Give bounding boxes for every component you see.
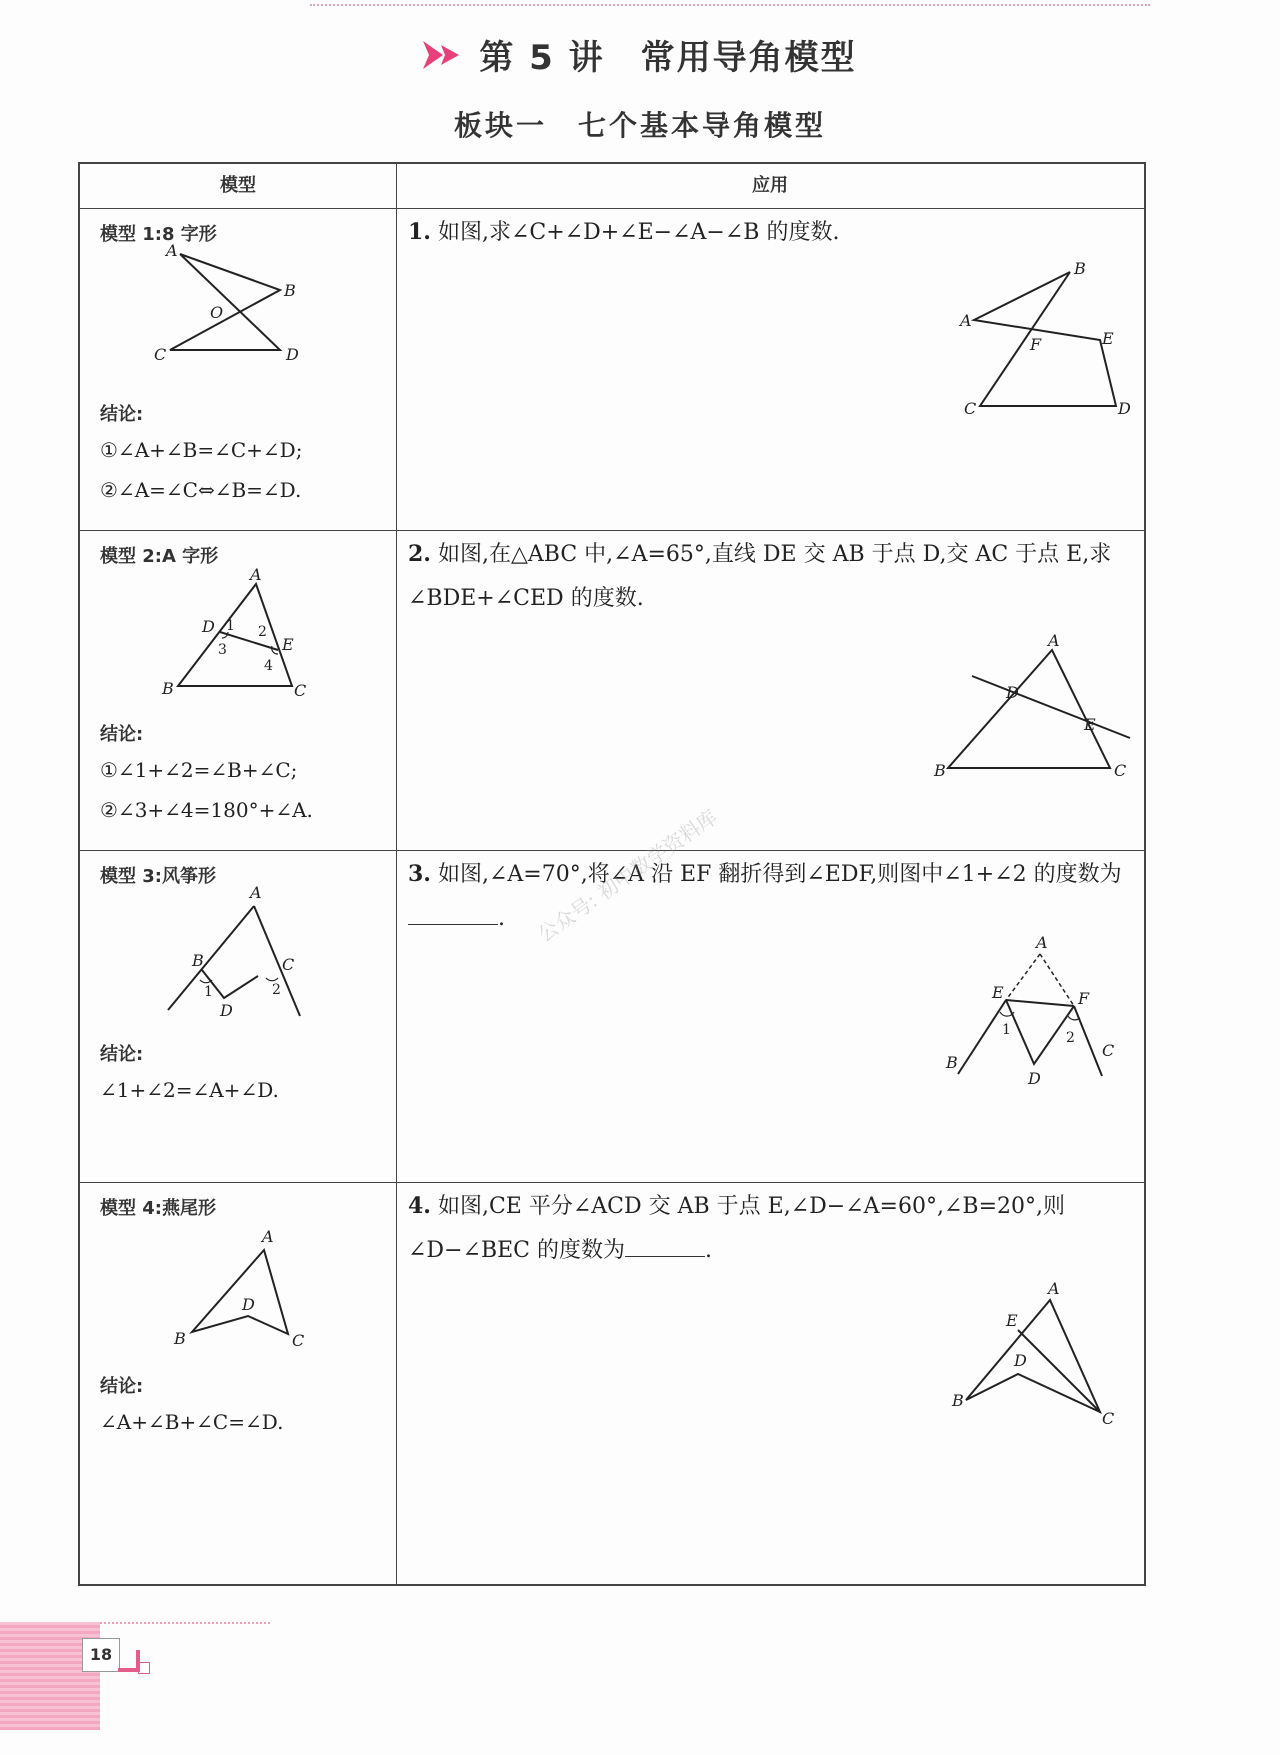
- model-2-figure: [160, 565, 320, 700]
- model-3-label-b: B: [192, 951, 204, 970]
- model-1-label-o: O: [210, 303, 224, 322]
- problem-1-label-d: D: [1118, 399, 1131, 418]
- problem-3-label-1: 1: [1002, 1022, 1011, 1038]
- problem-3-figure: [946, 933, 1130, 1094]
- model-4-label-a: A: [262, 1227, 274, 1246]
- problem-1-label-f: F: [1030, 335, 1042, 354]
- section-title: 板块一 七个基本导角模型: [453, 109, 826, 142]
- problem-2-label-b: B: [934, 761, 946, 780]
- model-3-label-d: D: [220, 1001, 233, 1020]
- model-4-label-c: C: [292, 1331, 305, 1350]
- problem-4-label-a: A: [1048, 1279, 1060, 1298]
- problem-3-label-f: F: [1078, 989, 1090, 1008]
- model-3-label-1: 1: [204, 984, 213, 1000]
- model-4-label-b: B: [174, 1329, 186, 1348]
- model-1-conclusion-label: 结论:: [100, 404, 144, 425]
- problem-2: [408, 532, 1128, 621]
- problem-1-label-c: C: [964, 399, 977, 418]
- model-2-conclusion-2: ②∠3+∠4=180°+∠A.: [100, 798, 313, 822]
- model-3-conclusion-label: 结论:: [100, 1044, 144, 1065]
- model-3-figure: [160, 883, 340, 1024]
- model-4-figure: [160, 1224, 340, 1350]
- model-1-label-c: C: [154, 345, 167, 364]
- problem-4-answer-blank: [625, 1232, 705, 1257]
- model-2-label-d: D: [202, 617, 215, 636]
- model-2-label-4: 4: [264, 658, 273, 674]
- model-1-conclusion-2: ②∠A=∠C⇔∠B=∠D.: [100, 478, 302, 502]
- footer-dotted-rule: [100, 1622, 270, 1624]
- model-3-label-2: 2: [272, 982, 281, 998]
- problem-1-label-a: A: [960, 311, 972, 330]
- problem-1-text: 如图,求∠C+∠D+∠E−∠A−∠B 的度数.: [437, 220, 840, 245]
- model-2-label-3: 3: [218, 642, 227, 658]
- column-header-application: 应用: [752, 175, 788, 196]
- model-1-conclusion-1: ①∠A+∠B=∠C+∠D;: [100, 438, 303, 462]
- problem-3: [408, 852, 1128, 941]
- problem-2-label-a: A: [1048, 631, 1060, 650]
- problem-4-figure: [950, 1279, 1130, 1434]
- problem-1: [408, 210, 1128, 255]
- problem-3-label-e: E: [992, 983, 1004, 1002]
- problem-4-label-b: B: [952, 1391, 964, 1410]
- problem-2-number: 2.: [408, 541, 431, 567]
- model-2-label-a: A: [250, 565, 262, 584]
- page-header: [0, 30, 1280, 86]
- problem-4-number: 4.: [408, 1193, 431, 1219]
- problem-1-figure: [960, 259, 1131, 424]
- model-3-conclusion-1: ∠1+∠2=∠A+∠D.: [100, 1078, 279, 1102]
- model-4-name: 模型 4:燕尾形: [100, 1198, 216, 1219]
- problem-2-label-c: C: [1114, 761, 1127, 780]
- problem-4-label-d: D: [1014, 1351, 1027, 1370]
- problem-4-text: 如图,CE 平分∠ACD 交 AB 于点 E,∠D−∠A=60°,∠B=20°,则∠D−∠BEC 的度数为: [408, 1194, 1065, 1263]
- lecture-title: 第 5 讲 常用导角模型: [479, 38, 857, 78]
- problem-2-text: 如图,在△ABC 中,∠A=65°,直线 DE 交 AB 于点 D,交 AC 于点 E,求∠BDE+∠CED 的度数.: [408, 542, 1112, 611]
- problem-2-label-e: E: [1084, 715, 1096, 734]
- problem-3-label-d: D: [1028, 1069, 1041, 1088]
- problem-3-text: 如图,∠A=70°,将∠A 沿 EF 翻折得到∠EDF,则图中∠1+∠2 的度数为: [437, 862, 1122, 887]
- top-dotted-rule: [310, 4, 1150, 6]
- double-arrow-icon: [423, 39, 465, 71]
- problem-3-label-a: A: [1036, 933, 1048, 952]
- model-1-label-a: A: [166, 241, 178, 260]
- model-4-conclusion-1: ∠A+∠B+∠C=∠D.: [100, 1410, 284, 1434]
- problem-1-label-e: E: [1102, 329, 1114, 348]
- model-2-label-1: 1: [226, 618, 235, 634]
- problem-4-text-end: .: [705, 1238, 712, 1263]
- model-2-name: 模型 2:A 字形: [100, 546, 219, 567]
- watermark: 公众号: 初中数学资料库: [533, 804, 722, 947]
- model-1-label-d: D: [286, 345, 299, 364]
- model-2-label-2: 2: [258, 624, 267, 640]
- model-1-label-b: B: [284, 281, 296, 300]
- problem-3-answer-blank: [408, 900, 498, 925]
- model-2-label-e: E: [282, 635, 294, 654]
- problem-1-label-b: B: [1074, 259, 1086, 278]
- problem-3-number: 3.: [408, 861, 431, 887]
- model-1-figure: [154, 241, 320, 364]
- model-3-name: 模型 3:风筝形: [100, 866, 216, 887]
- problem-3-text-end: .: [498, 906, 505, 931]
- model-4-conclusion-label: 结论:: [100, 1376, 144, 1397]
- model-2-label-b: B: [162, 679, 174, 698]
- problem-4-label-e: E: [1006, 1311, 1018, 1330]
- page-square-mark: [138, 1662, 150, 1674]
- model-2-conclusion-label: 结论:: [100, 724, 144, 745]
- model-3-label-a: A: [250, 883, 262, 902]
- problem-2-label-d: D: [1006, 683, 1019, 702]
- model-3-label-c: C: [282, 955, 295, 974]
- problem-3-label-c: C: [1102, 1041, 1115, 1060]
- model-1-name: 模型 1:8 字形: [100, 224, 217, 245]
- problem-4-label-c: C: [1102, 1409, 1115, 1428]
- problem-1-number: 1.: [408, 219, 431, 245]
- model-2-conclusion-1: ①∠1+∠2=∠B+∠C;: [100, 758, 298, 782]
- model-2-label-c: C: [294, 681, 307, 700]
- problem-3-label-b: B: [946, 1053, 958, 1072]
- problem-3-label-2: 2: [1066, 1030, 1075, 1046]
- model-4-label-d: D: [242, 1295, 255, 1314]
- page-corner-mark: [118, 1650, 140, 1672]
- problem-2-figure: [934, 631, 1134, 780]
- column-header-model: 模型: [220, 175, 256, 196]
- problem-4: [408, 1184, 1128, 1273]
- page-number: 18: [82, 1638, 120, 1672]
